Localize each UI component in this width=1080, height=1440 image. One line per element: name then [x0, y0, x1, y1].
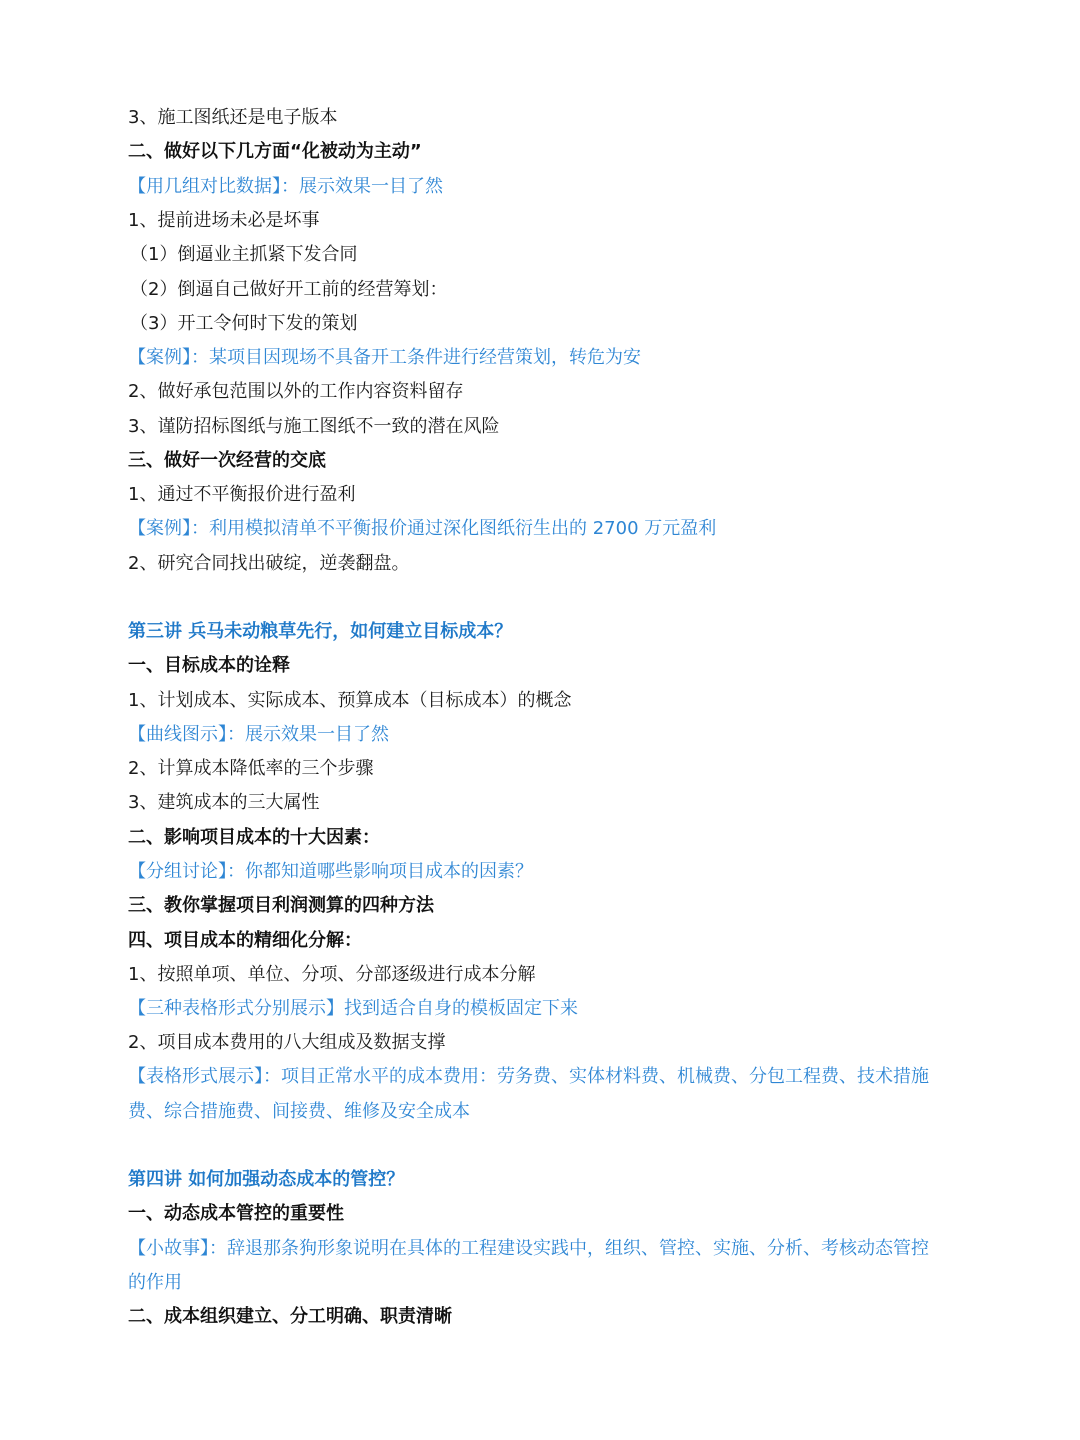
note-case-2700-profit: 【案例】：利用模拟清单不平衡报价通过深化图纸衍生出的 2700 万元盈利 [128, 518, 717, 539]
note-case-site-planning: 【案例】：某项目因现场不具备开工条件进行经营策划，转危为安 [128, 347, 641, 368]
lecture-4-title: 第四讲 如何加强动态成本的管控？ [128, 1169, 405, 1190]
item-cost-attributes: 3、建筑成本的三大属性 [128, 792, 320, 813]
heading-cost-organization: 二、成本组织建立、分工明确、职责清晰 [128, 1306, 452, 1327]
item-drawing-mismatch-risk: 3、谨防招标图纸与施工图纸不一致的潜在风险 [128, 416, 500, 437]
item-construction-drawings-electronic: 3、施工图纸还是电子版本 [128, 107, 338, 128]
note-curve-diagram: 【曲线图示】：展示效果一目了然 [128, 724, 389, 745]
item-unbalanced-pricing: 1、通过不平衡报价进行盈利 [128, 484, 356, 505]
subitem-start-order-planning: （3）开工令何时下发的策划 [130, 313, 358, 334]
note-story-line2: 的作用 [128, 1272, 182, 1293]
heading-ten-factors: 二、影响项目成本的十大因素： [128, 827, 380, 848]
item-contract-loophole: 2、研究合同找出破绽，逆袭翻盘。 [128, 553, 410, 574]
item-level-breakdown: 1、按照单项、单位、分项、分部逐级进行成本分解 [128, 964, 536, 985]
item-eight-components: 2、项目成本费用的八大组成及数据支撑 [128, 1032, 446, 1053]
note-comparison-data: 【用几组对比数据】：展示效果一目了然 [128, 176, 443, 197]
item-early-entry: 1、提前进场未必是坏事 [128, 210, 320, 231]
heading-four-methods: 三、教你掌握项目利润测算的四种方法 [128, 895, 434, 916]
note-three-table-forms: 【三种表格形式分别展示】找到适合自身的模板固定下来 [128, 998, 578, 1019]
heading-first-operation-briefing: 三、做好一次经营的交底 [128, 450, 326, 471]
note-table-form-line1: 【表格形式展示】：项目正常水平的成本费用：劳务费、实体材料费、机械费、分包工程费、技术措施 [128, 1066, 929, 1087]
subitem-force-self-planning: （2）倒逼自己做好开工前的经营筹划： [130, 279, 448, 300]
heading-dynamic-cost-importance: 一、动态成本管控的重要性 [128, 1203, 344, 1224]
note-story-line1: 【小故事】：辞退那条狗形象说明在具体的工程建设实践中，组织、管控、实施、分析、考核动态管控 [128, 1238, 929, 1259]
heading-cost-breakdown: 四、项目成本的精细化分解： [128, 930, 362, 951]
note-group-discussion: 【分组讨论】：你都知道哪些影响项目成本的因素？ [128, 861, 533, 882]
item-cost-concepts: 1、计划成本、实际成本、预算成本（目标成本）的概念 [128, 690, 572, 711]
heading-target-cost-interpretation: 一、目标成本的诠释 [128, 655, 290, 676]
item-cost-reduction-steps: 2、计算成本降低率的三个步骤 [128, 758, 374, 779]
lecture-3-title: 第三讲 兵马未动粮草先行，如何建立目标成本？ [128, 621, 513, 642]
subitem-force-owner-contract: （1）倒逼业主抓紧下发合同 [130, 244, 358, 265]
note-table-form-line2: 费、综合措施费、间接费、维修及安全成本 [128, 1101, 470, 1122]
item-scope-records: 2、做好承包范围以外的工作内容资料留存 [128, 381, 464, 402]
heading-passive-to-active: 二、做好以下几方面“化被动为主动” [128, 141, 422, 162]
